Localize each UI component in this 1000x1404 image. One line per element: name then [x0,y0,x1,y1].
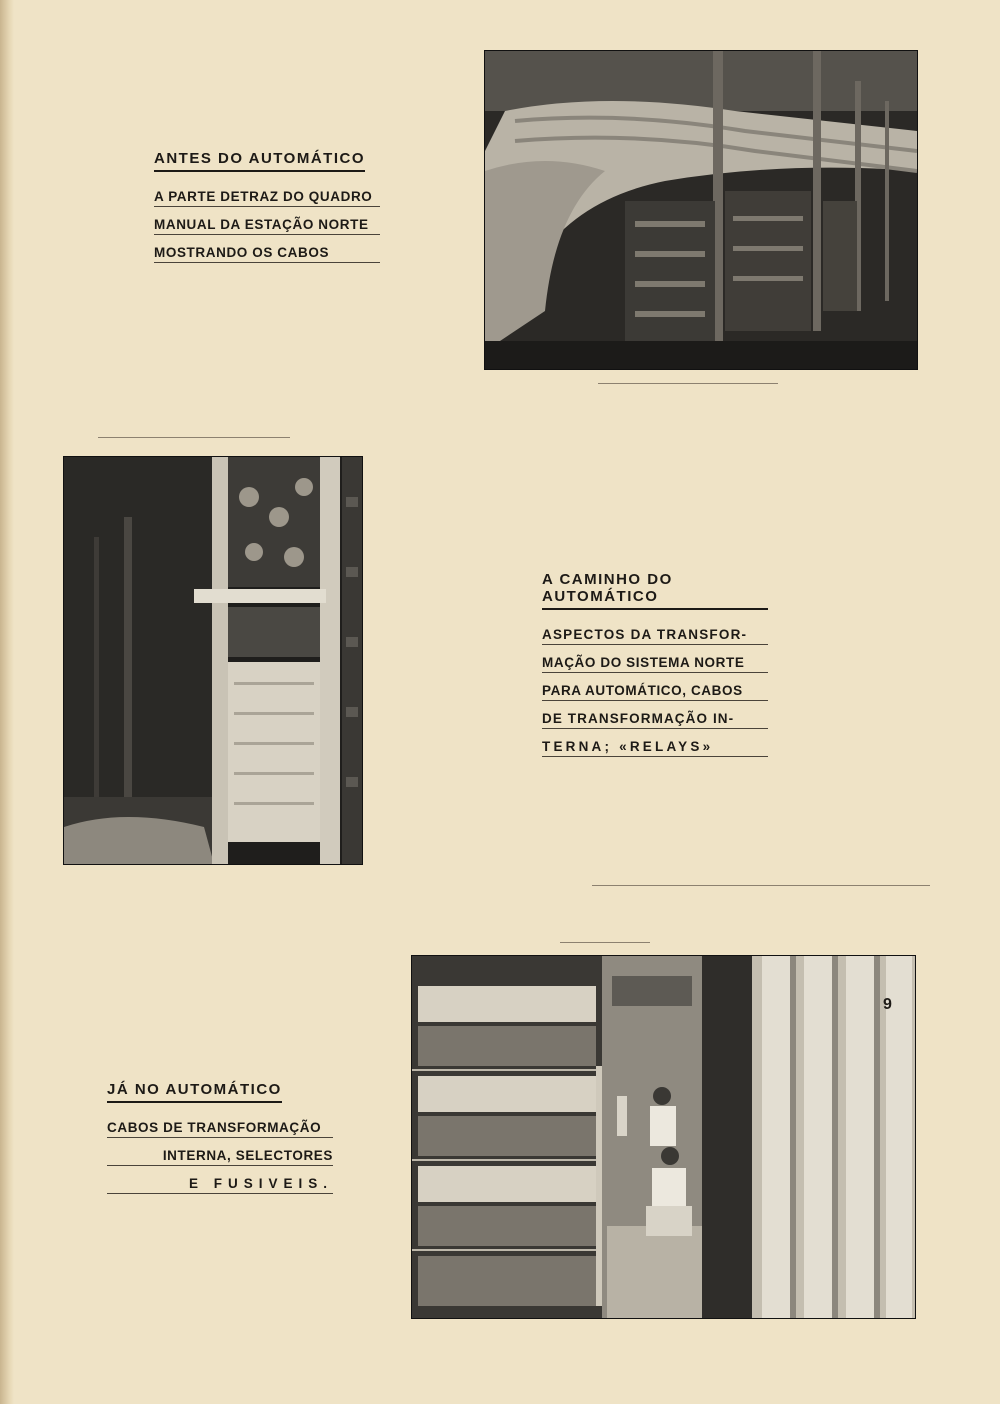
caption-line: E FUSIVEIS. [107,1175,333,1194]
rack-number-label: 9 [883,996,892,1013]
caption-heading: A CAMINHO DO AUTOMÁTICO [542,571,768,610]
caption-line: MANUAL DA ESTAÇÃO NORTE [154,216,380,235]
caption-a-caminho-do-automatico [542,571,768,766]
caption-line: INTERNA, SELECTORES [107,1147,333,1166]
caption-ja-no-automatico [107,1081,333,1203]
caption-heading: ANTES DO AUTOMÁTICO [154,150,365,172]
caption-line: DE TRANSFORMAÇÃO IN- [542,710,768,729]
page-edge [0,0,14,1404]
separator-line [560,942,650,943]
separator-line [598,383,778,384]
caption-line: ASPECTOS DA TRANSFOR- [542,626,768,645]
caption-antes-do-automatico [154,150,380,272]
caption-line: MOSTRANDO OS CABOS [154,244,380,263]
separator-line [98,437,290,438]
caption-heading: JÁ NO AUTOMÁTICO [107,1081,282,1103]
caption-line: MAÇÃO DO SISTEMA NORTE [542,654,768,673]
photo-manual-switchboard-cables [484,50,918,370]
photo-automatic-exchange-selectors [411,955,916,1319]
photo-relay-frames [63,456,363,865]
separator-line [592,885,930,886]
caption-line: CABOS DE TRANSFORMAÇÃO [107,1119,333,1138]
caption-line: A PARTE DETRAZ DO QUADRO [154,188,380,207]
caption-line: TERNA; «RELAYS» [542,738,768,757]
caption-line: PARA AUTOMÁTICO, CABOS [542,682,768,701]
